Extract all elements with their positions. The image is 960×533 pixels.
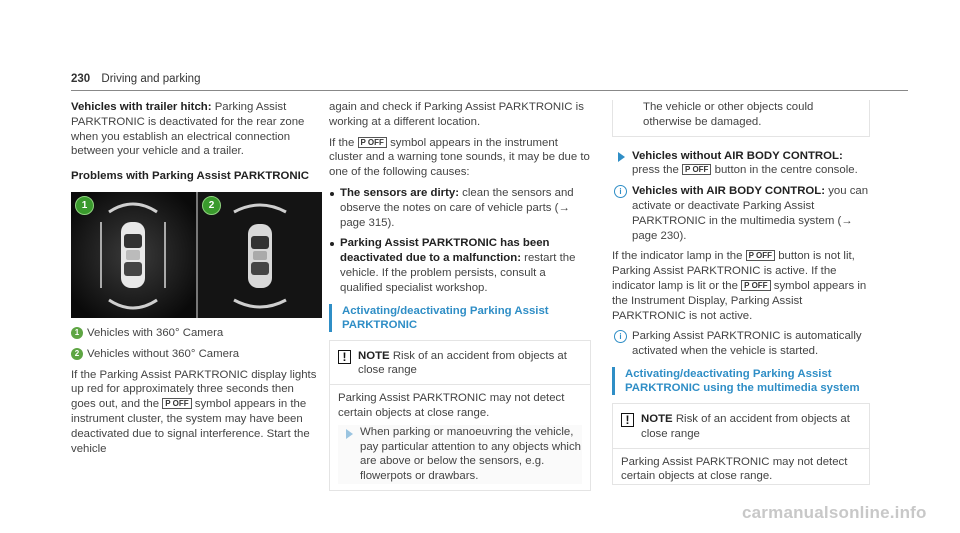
info-air-body-control	[612, 184, 870, 243]
symbol-causes-paragraph	[329, 136, 591, 180]
watermark: carmanualsonline.info	[742, 503, 927, 522]
image-badge-1: 1	[75, 196, 94, 215]
section-heading-activating: Activating/deactivating Parking Assist PARKTRONIC	[329, 304, 591, 332]
caption-1	[71, 326, 319, 341]
note-header	[613, 404, 869, 448]
note-head-text: Risk of an accident from objects at close range	[358, 349, 567, 377]
note-box	[329, 340, 591, 491]
warning-icon: !	[338, 350, 351, 364]
image-badge-2: 2	[202, 196, 221, 215]
indicator-lamp-paragraph	[612, 249, 870, 323]
text-span: press the	[632, 164, 683, 177]
parktronic-display-image	[71, 192, 322, 318]
parking-off-icon: P OFF	[162, 398, 191, 409]
parking-off-icon: P OFF	[741, 280, 770, 291]
bullet-text: restart the vehicle. If the problem persists, consult a qualified specialist workshop.	[340, 252, 576, 294]
note-label: NOTE	[641, 412, 673, 425]
problems-heading: Problems with Parking Assist PARKTRONIC	[71, 170, 309, 183]
column-1	[71, 100, 319, 462]
caption-2-text: Vehicles without 360° Camera	[87, 347, 240, 360]
note-label: NOTE	[358, 349, 390, 362]
note-continuation: The vehicle or other objects could otherwise be damaged.	[612, 100, 870, 137]
column-3	[612, 100, 870, 491]
text-span: button in the centre console.	[711, 164, 858, 177]
header-rule	[71, 90, 908, 91]
text-span: If the Parking Assist PARKTRONIC display lights up red for approximately three seconds then goes out, and the	[71, 368, 317, 411]
text-span: If the indicator lamp in the	[612, 250, 746, 263]
bullet-lead: The sensors are dirty:	[340, 186, 460, 199]
instruction-press-button	[612, 149, 870, 179]
note-box	[612, 403, 870, 485]
column-2	[329, 100, 591, 497]
section-heading-multimedia: Activating/deactivating Parking Assist PARKTRONIC using the multimedia system	[612, 367, 870, 395]
note-instruction: When parking or manoeuvring the vehicle, pay particular attention to any objects which are above or below the sensors, e.g. flowerpots or drawbars.	[338, 425, 582, 484]
chapter-title: Driving and parking	[101, 73, 201, 85]
again-paragraph: again and check if Parking Assist PARKTRONIC is working at a different location.	[329, 101, 584, 128]
info-text: Parking Assist PARKTRONIC is automatically activated when the vehicle is started.	[632, 330, 862, 358]
note-body: Parking Assist PARKTRONIC may not detect certain objects at close range.	[330, 384, 590, 421]
note-head-text: Risk of an accident from objects at close range	[641, 412, 850, 440]
text-span: symbol appears in the instrument cluster and a warning tone sounds, it may be due to one of the following causes:	[329, 136, 590, 179]
text-span: symbol appears in the instrument cluster, the system may have been deactivated due to signal interference. Start the vehicle	[71, 398, 310, 455]
caption-2	[71, 347, 319, 362]
trailer-paragraph	[71, 100, 319, 159]
text-span: button is not lit, Parking Assist PARKTRONIC is active. If the indicator lamp is lit or the	[612, 250, 855, 292]
red-display-paragraph	[71, 368, 319, 457]
info-auto-activated	[612, 329, 870, 359]
info-text: you can activate or deactivate Parking Assist PARKTRONIC in the multimedia system (→ page 230).	[632, 185, 869, 242]
caption-badge-1: 1	[71, 327, 83, 339]
caption-1-text: Vehicles with 360° Camera	[87, 326, 224, 339]
page-number: 230	[71, 73, 91, 85]
parking-off-icon: P OFF	[682, 164, 711, 175]
warning-icon: !	[621, 413, 634, 427]
bullet-sensors-dirty	[329, 186, 591, 230]
instruction-lead: Vehicles without AIR BODY CONTROL:	[632, 149, 843, 162]
bullet-lead: Parking Assist PARKTRONIC has been deactivated due to a malfunction:	[340, 237, 550, 265]
info-icon: i	[614, 185, 627, 198]
text-span: symbol appears in the Instrument Display, Parking Assist PARKTRONIC is not active.	[612, 279, 867, 322]
note-body: Parking Assist PARKTRONIC may not detect certain objects at close range.	[613, 448, 869, 485]
note-header	[330, 341, 590, 385]
caption-badge-2: 2	[71, 348, 83, 360]
parking-off-icon: P OFF	[746, 250, 775, 261]
info-icon: i	[614, 330, 627, 343]
bullet-malfunction	[329, 236, 591, 295]
parking-off-icon: P OFF	[358, 137, 387, 148]
trailer-lead: Vehicles with trailer hitch:	[71, 101, 212, 113]
trailer-text: Parking Assist PARKTRONIC is deactivated for the rear zone when you establish an electrical connection between your vehicle and a trailer.	[71, 101, 305, 158]
text-span: If the	[329, 136, 358, 149]
bullet-text: clean the sensors and observe the notes on care of vehicle parts (→ page 315).	[340, 186, 574, 229]
page-header	[71, 73, 200, 85]
info-lead: Vehicles with AIR BODY CONTROL:	[632, 185, 826, 198]
